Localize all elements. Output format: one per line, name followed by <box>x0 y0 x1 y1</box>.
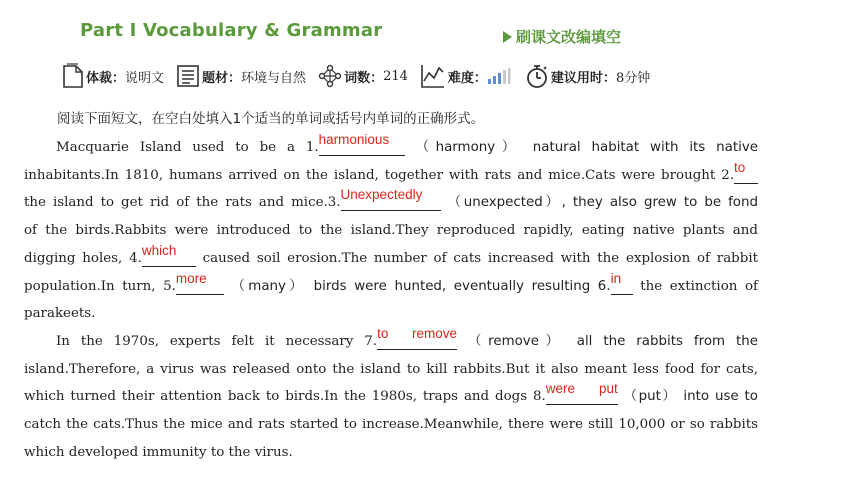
meta-words <box>318 64 408 88</box>
passage-line <box>24 270 759 301</box>
passage-line <box>24 242 758 273</box>
passage-line: of the birds.Rabbits were introduced to the island.They reproduced rapidly, eating native plants and <box>24 223 758 239</box>
text-segment: Macquarie Island used to be a 1. <box>56 140 319 155</box>
genre-label: 体裁： <box>86 70 126 86</box>
answer-7: to remove <box>377 325 458 341</box>
difficulty-bar-2 <box>493 76 496 84</box>
document-icon <box>62 63 84 89</box>
time-value: 8分钟 <box>615 70 651 86</box>
text-segment: （unexpected）, they also grew to be fond <box>447 195 758 211</box>
difficulty-bar-4 <box>503 70 506 84</box>
difficulty-bar-5 <box>508 68 511 84</box>
paragraph-2 <box>24 325 758 467</box>
paragraph-1 <box>24 134 758 328</box>
passage-line: which developed immunity to the virus. <box>24 444 293 460</box>
text-segment: inhabitants.In 1810, humans arrived on the island, together with rats and mice.Cats were brought 2. <box>24 167 734 183</box>
text-segment: （harmony） natural habitat with its native <box>415 140 758 155</box>
answer-5: more <box>175 270 207 286</box>
passage-line: island.Therefore, a virus was released onto the island to kill rabbits.But it also meant less food for cats, <box>24 361 758 377</box>
text-segment: （put） into use to <box>623 389 758 405</box>
topic-value: 环境与自然 <box>241 70 307 86</box>
text-segment: caused soil erosion.The number of cats increased with the explosion of rabbit <box>202 250 758 266</box>
words-label: 词数： <box>344 70 384 86</box>
line-chart-icon <box>420 63 446 89</box>
passage-line <box>24 383 758 411</box>
time-label: 建议用时： <box>550 70 616 86</box>
part-title: Part Ⅰ Vocabulary & Grammar <box>80 20 383 41</box>
blank-8[interactable] <box>545 381 618 405</box>
passage-line <box>24 159 758 190</box>
text-segment: population.In turn, 5. <box>24 278 176 294</box>
blank-4[interactable] <box>141 242 196 267</box>
text-segment: In the 1970s, experts felt it necessary 7. <box>56 333 378 349</box>
text-segment: digging holes, 4. <box>24 250 142 266</box>
blank-3[interactable] <box>340 187 441 211</box>
meta-topic <box>176 64 306 88</box>
meta-genre <box>62 63 164 89</box>
difficulty-bar-3 <box>498 73 501 84</box>
passage-line: catch the cats.Thus the mice and rats started to increase.Meanwhile, there were still 10,000 or so rabbits <box>24 417 758 433</box>
passage <box>24 134 758 466</box>
network-icon <box>318 64 342 88</box>
meta-time <box>525 63 650 89</box>
blank-6[interactable] <box>610 270 633 295</box>
text-segment: the extinction of <box>640 278 759 294</box>
answer-2: to <box>734 159 746 175</box>
words-value: 214 <box>383 68 408 84</box>
difficulty-bars <box>487 68 511 84</box>
section-tag-label: 刷课文改编填空 <box>516 28 622 46</box>
text-segment: which turned their attention back to birds.In the 1980s, traps and dogs 8. <box>24 389 546 405</box>
blank-1[interactable] <box>318 132 405 156</box>
instruction: 阅读下面短文，在空白处填入1个适当的单词或括号内单词的正确形式。 <box>57 111 485 127</box>
passage-line <box>24 325 758 356</box>
blank-2[interactable] <box>734 159 758 184</box>
answer-4: which <box>141 242 177 258</box>
blank-7[interactable] <box>377 325 458 350</box>
answer-3: Unexpectedly <box>340 187 423 203</box>
answer-1: harmonious <box>318 132 390 147</box>
passage-line: parakeets. <box>24 306 96 322</box>
text-segment: the island to get rid of the rats and mice.3. <box>24 195 341 211</box>
passage-line <box>24 189 758 217</box>
list-icon <box>176 64 200 88</box>
section-tag <box>503 26 621 47</box>
difficulty-bar-1 <box>488 79 491 84</box>
text-segment: （many） birds were hunted, eventually resulting 6. <box>231 278 611 294</box>
answer-8: were put <box>545 381 618 397</box>
answer-6: in <box>610 270 622 286</box>
topic-label: 题材： <box>202 70 242 86</box>
stopwatch-icon <box>525 63 549 89</box>
play-triangle-icon <box>503 31 512 43</box>
difficulty-label: 难度： <box>447 70 487 86</box>
meta-bar <box>62 60 650 92</box>
text-segment: （remove） all the rabbits from the <box>468 333 758 349</box>
genre-value: 说明文 <box>125 70 165 86</box>
blank-5[interactable] <box>175 270 224 295</box>
meta-difficulty <box>420 63 513 89</box>
passage-line <box>24 134 758 162</box>
